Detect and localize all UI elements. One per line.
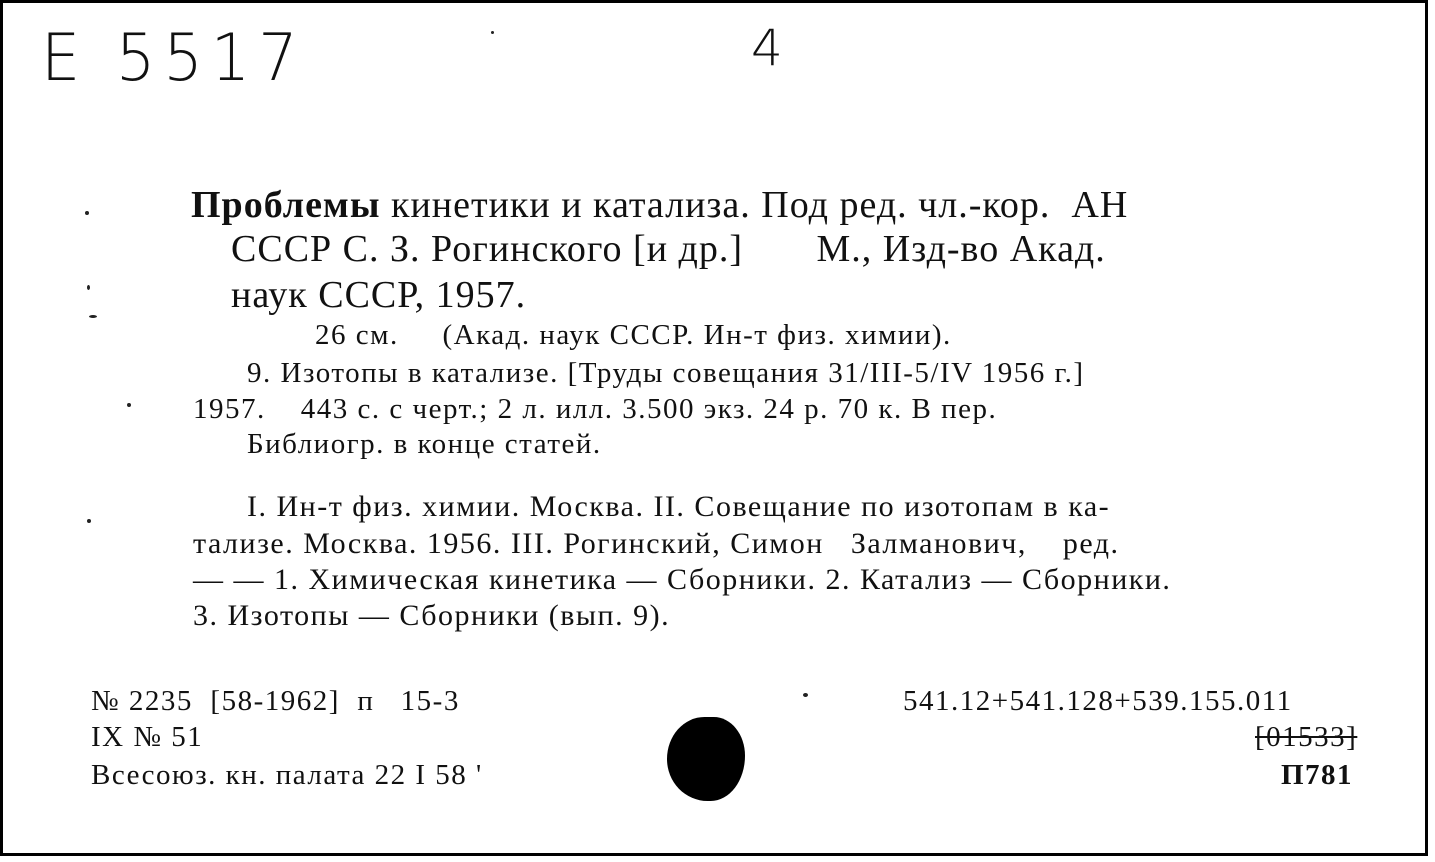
entry-title-rest: кинетики и катализа. Под ред. чл.-кор. АН	[380, 184, 1129, 226]
scan-speck	[89, 315, 97, 318]
footer-publisher-stamp: Всесоюз. кн. палата 22 I 58 '	[91, 759, 483, 791]
scan-speck	[87, 519, 91, 523]
subjects-line-3: — — 1. Химическая кинетика — Сборники. 2. Катализ — Сборники.	[193, 563, 1172, 596]
entry-line-4: 26 см. (Акад. наук СССР. Ин-т физ. химии).	[315, 319, 952, 351]
subjects-line-1: I. Ин-т физ. химии. Москва. II. Совещание по изотопам в ка-	[247, 490, 1111, 523]
entry-line-3: наук СССР, 1957.	[231, 274, 527, 316]
handwritten-page-number: 4	[751, 19, 783, 77]
footer-registration-number: № 2235 [58-1962] п 15-3	[91, 685, 460, 717]
card-code: П781	[1281, 759, 1354, 791]
scan-speck	[87, 285, 90, 290]
entry-title-bold: Проблемы	[191, 184, 381, 226]
scan-speck	[127, 403, 131, 407]
struck-code: [01533]	[1255, 721, 1358, 753]
entry-line-7: Библиогр. в конце статей.	[247, 428, 602, 460]
footer-series-number: IX № 51	[91, 721, 204, 753]
scan-speck	[491, 31, 494, 34]
ink-blot	[667, 717, 745, 801]
entry-line-2: СССР С. З. Рогинского [и др.] М., Изд-во Акад.	[231, 228, 1106, 270]
scan-speck	[803, 693, 808, 697]
udc-classification: 541.12+541.128+539.155.011	[903, 685, 1293, 717]
subjects-line-2: тализе. Москва. 1956. III. Рогинский, Симон Залманович, ред.	[193, 527, 1120, 560]
entry-title-line	[191, 183, 1128, 227]
scan-speck	[85, 211, 89, 215]
entry-line-6: 1957. 443 с. с черт.; 2 л. илл. 3.500 экз. 24 р. 70 к. В пер.	[193, 393, 998, 425]
entry-line-5: 9. Изотопы в катализе. [Труды совещания 31/III-5/IV 1956 г.]	[247, 357, 1085, 389]
subjects-line-4: 3. Изотопы — Сборники (вып. 9).	[193, 599, 671, 632]
handwritten-shelfmark: E 5517	[41, 19, 306, 96]
